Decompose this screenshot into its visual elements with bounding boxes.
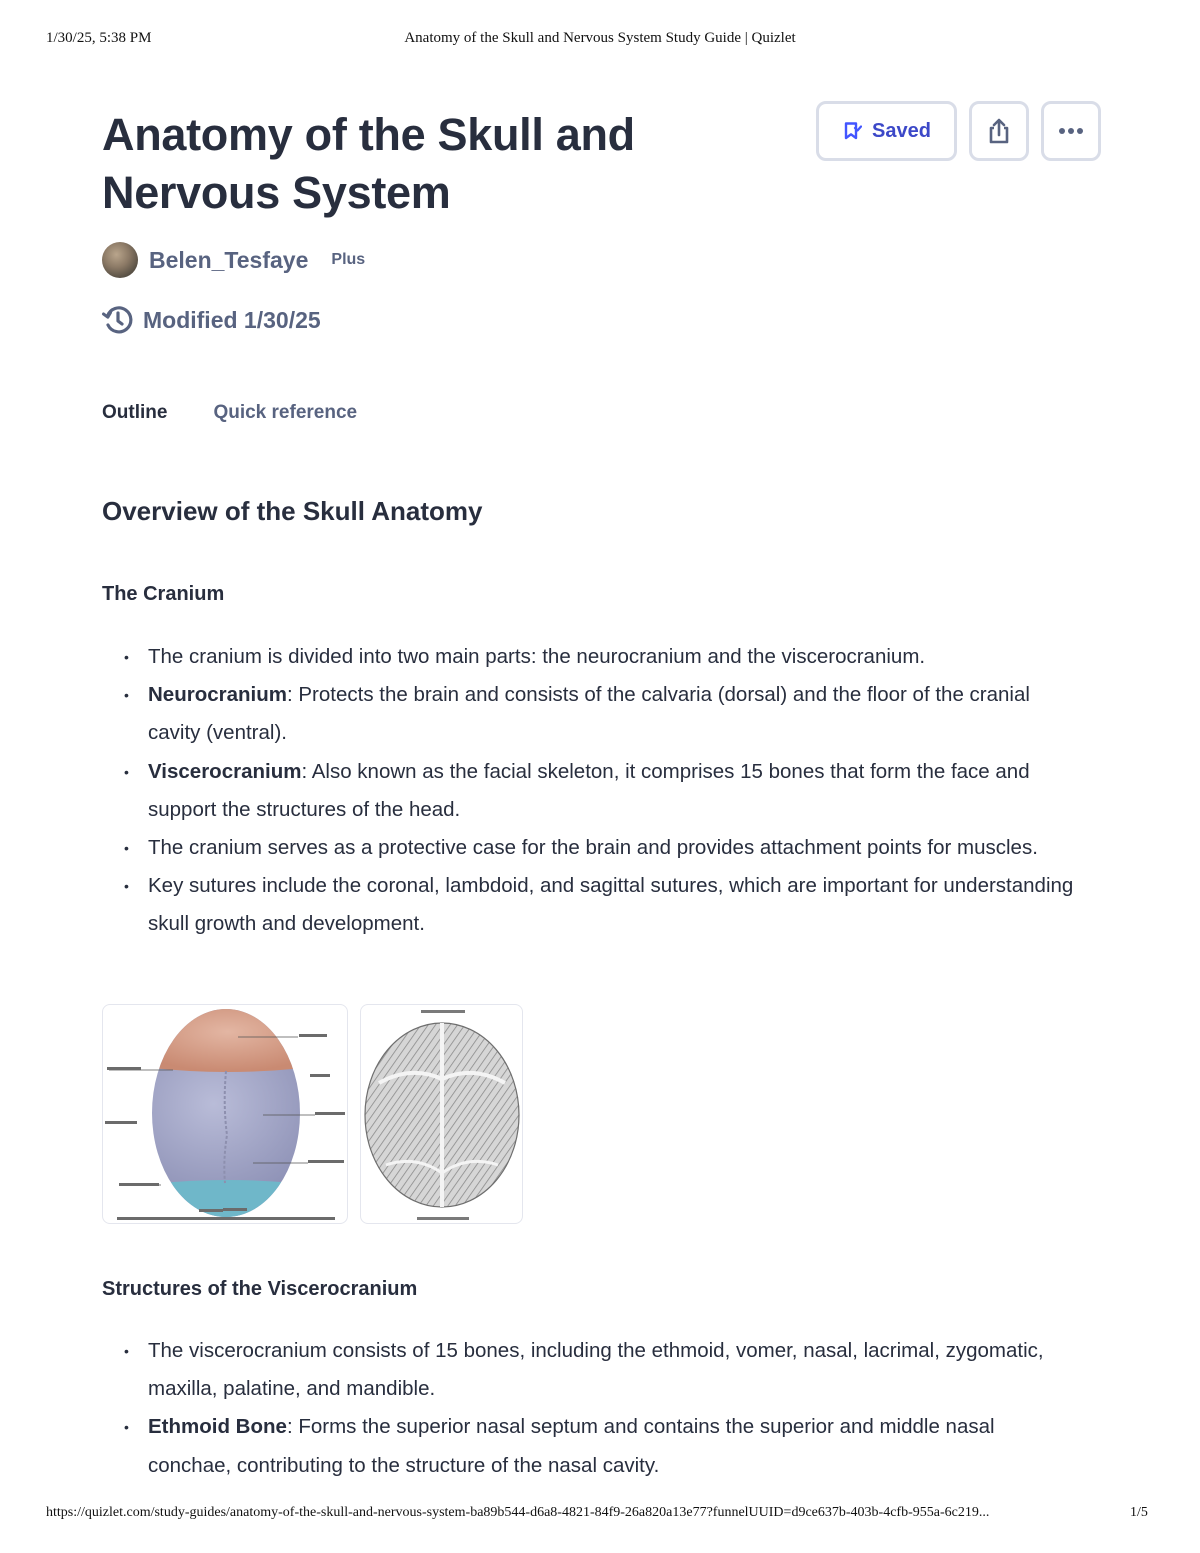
tab-outline[interactable]: Outline (102, 402, 168, 423)
list-item: • The viscerocranium consists of 15 bones, including the ethmoid, vomer, nasal, lacrimal, zygomatic, maxilla, palatine, and mandible. (102, 1332, 1082, 1408)
skull-diagram-engraving (361, 1005, 523, 1224)
history-icon (101, 303, 135, 337)
plus-badge: Plus (331, 251, 366, 268)
cranium-bullet-list (102, 638, 1082, 944)
share-icon (984, 116, 1014, 146)
share-button[interactable] (969, 101, 1029, 161)
list-item: • Ethmoid Bone: Forms the superior nasal septum and contains the superior and middle nasal conchae, contributing to the structure of the nasal cavity. (102, 1408, 1082, 1484)
cranium-heading: The Cranium (102, 583, 225, 605)
print-page-number: 1/5 (1130, 1505, 1148, 1520)
list-item: • The cranium is divided into two main parts: the neurocranium and the viscerocranium. (102, 638, 1082, 676)
list-item: • Viscerocranium: Also known as the facial skeleton, it comprises 15 bones that form the face and support the structures of the head. (102, 753, 1082, 829)
modified-row (101, 302, 321, 338)
modified-date: Modified 1/30/25 (143, 306, 321, 333)
list-item: • The cranium serves as a protective case for the brain and provides attachment points for muscles. (102, 829, 1082, 867)
skull-diagram-colored (103, 1005, 348, 1224)
page-title: Anatomy of the Skull and Nervous System (102, 109, 635, 218)
bookmark-icon (842, 121, 862, 141)
skull-engraving-image[interactable] (360, 1004, 523, 1224)
author-row (102, 241, 365, 279)
saved-label: Saved (872, 119, 931, 142)
print-timestamp: 1/30/25, 5:38 PM (46, 30, 152, 46)
viscerocranium-heading: Structures of the Viscerocranium (102, 1278, 418, 1300)
print-document-title: Anatomy of the Skull and Nervous System Study Guide | Quizlet (404, 30, 796, 46)
saved-button[interactable] (816, 101, 957, 161)
author-name-link[interactable]: Belen_Tesfaye (149, 246, 309, 273)
more-options-button[interactable] (1041, 101, 1101, 161)
skull-superior-view-image[interactable] (102, 1004, 348, 1224)
more-icon (1056, 116, 1086, 146)
print-header (0, 30, 1200, 50)
guide-actions (816, 101, 1101, 161)
list-item: • Key sutures include the coronal, lambdoid, and sagittal sutures, which are important for understanding skull growth and development. (102, 867, 1082, 943)
avatar[interactable] (102, 242, 138, 278)
tab-quick-reference[interactable]: Quick reference (213, 402, 358, 423)
print-url: https://quizlet.com/study-guides/anatomy-of-the-skull-and-nervous-system-ba89b544-d6a8-4821-84f9-26a820a13e77?funnelUUID=d9ce637b-403b-4cfb-955a-6c219... (46, 1505, 990, 1520)
guide-tabs (102, 402, 357, 424)
section-title: Overview of the Skull Anatomy (102, 496, 483, 526)
print-footer (0, 1505, 1200, 1525)
viscerocranium-bullet-list (102, 1332, 1082, 1485)
list-item: • Neurocranium: Protects the brain and consists of the calvaria (dorsal) and the floor of the cranial cavity (ventral). (102, 676, 1082, 752)
